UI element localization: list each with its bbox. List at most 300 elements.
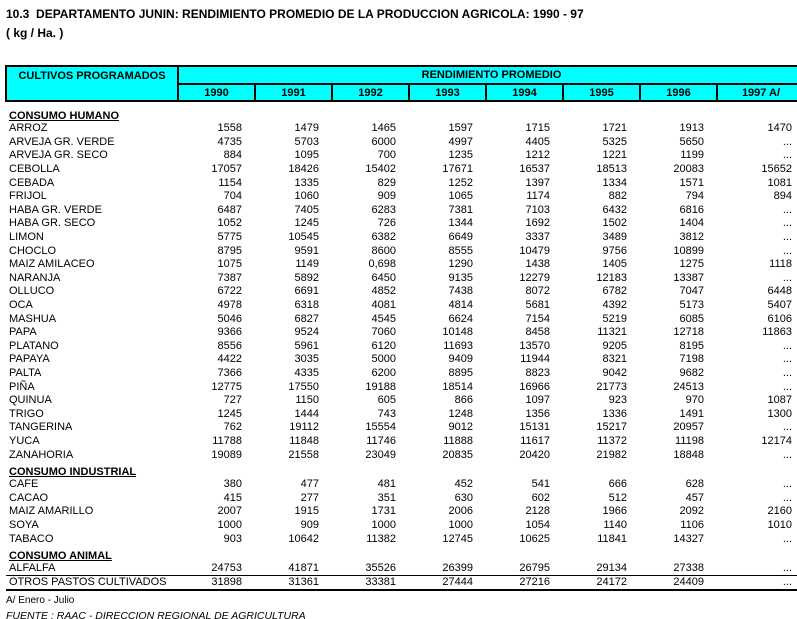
value-cell: 12745 — [442, 532, 473, 545]
value-cell: 829 — [377, 176, 396, 189]
value-cell: 2006 — [448, 505, 473, 518]
value-cell: 1275 — [679, 258, 704, 271]
table-row — [6, 190, 797, 204]
value-cell: 1405 — [602, 258, 627, 271]
value-cell: 2007 — [217, 505, 242, 518]
value-cell: ... — [782, 478, 793, 491]
crop-name: HABA GR. VERDE — [9, 203, 102, 216]
year-header-1994: 1994 — [486, 84, 563, 101]
value-cell: 1470 — [767, 122, 793, 135]
crop-name: ARROZ — [9, 122, 48, 135]
value-cell: 8072 — [525, 285, 550, 298]
value-cell: 8895 — [448, 366, 473, 379]
value-cell: 4335 — [294, 366, 319, 379]
value-cell: 5046 — [217, 312, 242, 325]
table-row — [6, 299, 797, 313]
crop-name: TANGERINA — [9, 421, 73, 434]
value-cell: 31361 — [255, 575, 332, 590]
table-header — [6, 66, 797, 101]
value-cell: 1140 — [603, 518, 627, 531]
value-cell: 5173 — [679, 299, 704, 312]
crop-name: TRIGO — [9, 407, 44, 420]
value-cell: 9366 — [217, 326, 242, 339]
value-cell: 6782 — [602, 285, 627, 298]
value-cell: 16966 — [519, 380, 550, 393]
value-cell: 1731 — [371, 505, 396, 518]
value-cell: ... — [782, 244, 793, 257]
value-cell: 9682 — [679, 366, 704, 379]
value-cell: ... — [782, 231, 793, 244]
value-cell: 18513 — [596, 163, 627, 176]
crop-name: PALTA — [9, 366, 42, 379]
value-cell: 9012 — [448, 421, 473, 434]
value-cell: ... — [782, 532, 793, 545]
yield-table — [5, 65, 797, 591]
value-cell: 8458 — [525, 326, 550, 339]
value-cell: 277 — [300, 491, 319, 504]
value-cell: 1334 — [602, 176, 627, 189]
value-cell: 541 — [531, 478, 550, 491]
page-title: 10.3 DEPARTAMENTO JUNIN: RENDIMIENTO PROMEDIO DE LA PRODUCCION AGRICOLA: 1990 - 97 — [6, 7, 584, 21]
value-cell: 10148 — [442, 326, 473, 339]
value-cell: 6200 — [371, 366, 396, 379]
value-cell: 6432 — [602, 203, 627, 216]
value-cell: ... — [782, 366, 793, 379]
value-cell: 6624 — [448, 312, 473, 325]
year-header-1995: 1995 — [563, 84, 640, 101]
value-cell: 13570 — [519, 339, 550, 352]
crop-name: OCA — [9, 299, 33, 312]
value-cell: 1081 — [767, 176, 793, 189]
value-cell: 1336 — [602, 407, 627, 420]
header-row-group — [6, 66, 797, 84]
value-cell: 7405 — [294, 203, 319, 216]
value-cell: ... — [782, 339, 793, 352]
value-cell: 24513 — [673, 380, 704, 393]
value-cell: 9591 — [294, 244, 319, 257]
value-cell: 6448 — [767, 285, 793, 298]
table-row — [6, 204, 797, 218]
value-cell: 1597 — [448, 122, 473, 135]
table-row — [6, 478, 797, 492]
value-cell: 5000 — [371, 353, 396, 366]
value-cell: 21773 — [596, 380, 627, 393]
value-cell: 17671 — [442, 163, 473, 176]
table-row — [6, 394, 797, 408]
value-cell: 21982 — [596, 448, 627, 461]
value-cell: 909 — [300, 518, 319, 531]
value-cell: 1344 — [448, 217, 473, 230]
value-cell: 5681 — [525, 299, 550, 312]
value-cell: 4814 — [448, 299, 473, 312]
crop-name: ARVEJA GR. VERDE — [9, 135, 115, 148]
value-cell: 1404 — [679, 217, 704, 230]
table-row — [6, 353, 797, 367]
value-cell: 11863 — [762, 326, 793, 339]
section-row — [6, 462, 797, 478]
value-cell: 6318 — [294, 299, 319, 312]
value-cell: 4997 — [448, 135, 473, 148]
value-cell: 6000 — [371, 135, 396, 148]
section-title: CONSUMO INDUSTRIAL — [9, 465, 137, 478]
value-cell: 11888 — [443, 434, 473, 447]
value-cell: 351 — [377, 491, 396, 504]
value-cell: 923 — [608, 394, 627, 407]
value-cell: 6649 — [448, 231, 473, 244]
value-cell: 1054 — [525, 518, 550, 531]
value-cell: 24753 — [211, 561, 242, 574]
value-cell: 1491 — [679, 407, 704, 420]
value-cell: 9524 — [294, 326, 319, 339]
value-cell: 19112 — [289, 421, 319, 434]
value-cell: 7060 — [371, 326, 396, 339]
value-cell: 11382 — [366, 532, 396, 545]
value-cell: 2128 — [525, 505, 550, 518]
crop-name: MAIZ AMARILLO — [9, 505, 94, 518]
value-cell: 1154 — [218, 176, 242, 189]
value-cell: 5325 — [602, 135, 627, 148]
value-cell: 4978 — [217, 299, 242, 312]
value-cell: 17057 — [211, 163, 242, 176]
value-cell: 11321 — [597, 326, 627, 339]
table-row — [6, 340, 797, 354]
value-cell: 35526 — [365, 561, 396, 574]
value-cell: 4392 — [602, 299, 627, 312]
value-cell: 5650 — [679, 135, 704, 148]
value-cell: 743 — [377, 407, 396, 420]
table-row — [6, 312, 797, 326]
value-cell: 24409 — [640, 575, 717, 590]
value-cell: 12279 — [519, 271, 550, 284]
value-cell: 5703 — [294, 135, 319, 148]
value-cell: 19089 — [211, 448, 242, 461]
value-cell: 4081 — [371, 299, 396, 312]
value-cell: 477 — [300, 478, 319, 491]
value-cell: 1174 — [526, 190, 550, 203]
value-cell: 726 — [377, 217, 396, 230]
table-row — [6, 421, 797, 435]
crop-name: FRIJOL — [9, 190, 47, 203]
value-cell: 1149 — [295, 258, 319, 271]
value-cell: 1438 — [525, 258, 550, 271]
value-cell: 1571 — [679, 176, 704, 189]
crop-name: CEBOLLA — [9, 163, 60, 176]
value-cell: 628 — [685, 478, 704, 491]
value-cell: 9135 — [448, 271, 473, 284]
value-cell: 4735 — [217, 135, 242, 148]
value-cell: ... — [782, 149, 793, 162]
table-row — [6, 367, 797, 381]
value-cell: 1000 — [448, 518, 473, 531]
year-header-1996: 1996 — [640, 84, 717, 101]
value-cell: 452 — [454, 478, 473, 491]
col-header-rendimiento: RENDIMIENTO PROMEDIO — [178, 66, 797, 84]
value-cell: 6283 — [371, 203, 396, 216]
value-cell: 1097 — [525, 394, 550, 407]
value-cell: 11746 — [366, 434, 396, 447]
crop-name: CEBADA — [9, 176, 55, 189]
table-row — [6, 575, 797, 590]
table-row — [6, 435, 797, 449]
section-row — [6, 101, 797, 122]
crop-name: YUCA — [9, 434, 40, 447]
value-cell: 10899 — [673, 244, 704, 257]
value-cell: 26399 — [442, 561, 473, 574]
value-cell: 8823 — [525, 366, 550, 379]
crop-name: OLLUCO — [9, 285, 55, 298]
crop-name: ALFALFA — [9, 561, 56, 574]
value-cell: 1335 — [294, 176, 319, 189]
value-cell: 20420 — [519, 448, 550, 461]
value-cell: ... — [782, 561, 793, 574]
value-cell: ... — [782, 448, 793, 461]
value-cell: 1721 — [602, 122, 627, 135]
value-cell: 8600 — [371, 244, 396, 257]
value-cell: 1150 — [295, 394, 319, 407]
table-row — [6, 258, 797, 272]
value-cell: 1060 — [294, 190, 319, 203]
value-cell: 1052 — [217, 217, 242, 230]
value-cell: 666 — [608, 478, 627, 491]
value-cell: 8795 — [217, 244, 242, 257]
table-row — [6, 326, 797, 340]
table-row — [6, 231, 797, 245]
year-header-1990: 1990 — [178, 84, 255, 101]
value-cell: 794 — [685, 190, 704, 203]
value-cell: 1221 — [602, 149, 627, 162]
value-cell: 10479 — [519, 244, 550, 257]
value-cell: 10545 — [288, 231, 319, 244]
year-header-1991: 1991 — [255, 84, 332, 101]
value-cell: 27338 — [673, 561, 704, 574]
value-cell: 884 — [223, 149, 242, 162]
value-cell: 0,698 — [368, 258, 396, 271]
table-row — [6, 491, 797, 505]
value-cell: 1300 — [767, 407, 793, 420]
value-cell: 882 — [608, 190, 627, 203]
table-row — [6, 407, 797, 421]
value-cell: 380 — [223, 478, 242, 491]
value-cell: 1915 — [294, 505, 319, 518]
value-cell: 11841 — [597, 532, 627, 545]
table-row — [6, 285, 797, 299]
value-cell: 1558 — [217, 122, 242, 135]
value-cell: ... — [782, 271, 793, 284]
value-cell: 2092 — [679, 505, 704, 518]
value-cell: 10625 — [519, 532, 550, 545]
crop-name: PAPA — [9, 326, 37, 339]
value-cell: 20835 — [442, 448, 473, 461]
value-cell: 41871 — [288, 561, 319, 574]
year-header-1992: 1992 — [332, 84, 409, 101]
value-cell: 1212 — [525, 149, 550, 162]
crop-name: PLATANO — [9, 339, 59, 352]
value-cell: 18426 — [288, 163, 319, 176]
value-cell: 27444 — [409, 575, 486, 590]
value-cell: 1252 — [448, 176, 473, 189]
value-cell: 512 — [608, 491, 627, 504]
value-cell: 457 — [685, 491, 704, 504]
value-cell: 3337 — [525, 231, 550, 244]
value-cell: ... — [782, 380, 793, 393]
crop-name: OTROS PASTOS CULTIVADOS — [6, 575, 178, 590]
value-cell: 727 — [223, 394, 242, 407]
value-cell: 11617 — [520, 434, 550, 447]
value-cell: 27216 — [486, 575, 563, 590]
value-cell: 1199 — [680, 149, 704, 162]
table-row — [6, 122, 797, 136]
value-cell: 894 — [773, 190, 793, 203]
units-label: ( kg / Ha. ) — [6, 26, 64, 40]
value-cell: 481 — [377, 478, 396, 491]
value-cell: 11372 — [597, 434, 627, 447]
value-cell: 1715 — [525, 122, 550, 135]
value-cell: 1356 — [525, 407, 550, 420]
value-cell: 5892 — [294, 271, 319, 284]
value-cell: 1010 — [767, 518, 793, 531]
value-cell: 1245 — [294, 217, 319, 230]
value-cell: 6827 — [294, 312, 319, 325]
value-cell: 29134 — [596, 561, 627, 574]
value-cell: 9409 — [448, 353, 473, 366]
value-cell: ... — [782, 203, 793, 216]
value-cell: 14327 — [673, 532, 704, 545]
value-cell: 8555 — [448, 244, 473, 257]
value-cell: 1118 — [769, 258, 793, 271]
value-cell: 6722 — [217, 285, 242, 298]
value-cell: ... — [782, 421, 793, 434]
value-cell: 7103 — [525, 203, 550, 216]
value-cell: 1000 — [371, 518, 396, 531]
value-cell: 1966 — [602, 505, 627, 518]
value-cell: 12174 — [761, 434, 793, 447]
value-cell: 1479 — [294, 122, 319, 135]
value-cell: 6691 — [294, 285, 319, 298]
value-cell: ... — [782, 353, 793, 366]
value-cell: 15131 — [519, 421, 550, 434]
value-cell: 8195 — [679, 339, 704, 352]
crop-name: LIMON — [9, 231, 44, 244]
value-cell: 7154 — [525, 312, 550, 325]
value-cell: 1095 — [294, 149, 319, 162]
value-cell: 4422 — [217, 353, 242, 366]
value-cell: 1065 — [448, 190, 473, 203]
value-cell: 12718 — [673, 326, 704, 339]
value-cell: 7366 — [217, 366, 242, 379]
value-cell: 7047 — [679, 285, 704, 298]
value-cell: 19188 — [365, 380, 396, 393]
value-cell: 6382 — [371, 231, 396, 244]
value-cell: ... — [782, 217, 793, 230]
value-cell: 15217 — [596, 421, 627, 434]
value-cell: 630 — [454, 491, 473, 504]
crop-name: MASHUA — [9, 312, 57, 325]
table-row — [6, 176, 797, 190]
table-row — [6, 380, 797, 394]
value-cell: 9042 — [602, 366, 627, 379]
value-cell: 1397 — [525, 176, 550, 189]
value-cell: 31898 — [178, 575, 255, 590]
value-cell: 11788 — [212, 434, 242, 447]
crop-name: QUINUA — [9, 394, 52, 407]
value-cell: 605 — [377, 394, 396, 407]
value-cell: 17550 — [288, 380, 319, 393]
crop-name: HABA GR. SECO — [9, 217, 96, 230]
value-cell: 704 — [223, 190, 242, 203]
value-cell: 11693 — [443, 339, 473, 352]
value-cell: 1502 — [602, 217, 627, 230]
table-row — [6, 532, 797, 546]
table-row — [6, 505, 797, 519]
table-row — [6, 562, 797, 576]
value-cell: 10642 — [288, 532, 319, 545]
value-cell: 970 — [685, 394, 704, 407]
value-cell: 6106 — [767, 312, 793, 325]
value-cell: 1248 — [448, 407, 473, 420]
value-cell: 3489 — [602, 231, 627, 244]
value-cell: 5407 — [767, 299, 793, 312]
value-cell: 5961 — [294, 339, 319, 352]
crop-name: MAIZ AMILACEO — [9, 258, 95, 271]
value-cell: 7381 — [448, 203, 473, 216]
value-cell: 6487 — [217, 203, 242, 216]
table-row — [6, 448, 797, 462]
crop-name: PAPAYA — [9, 353, 50, 366]
value-cell: 9205 — [602, 339, 627, 352]
table-row — [6, 149, 797, 163]
table-row — [6, 136, 797, 150]
value-cell: 5219 — [602, 312, 627, 325]
value-cell: 11198 — [675, 434, 704, 447]
value-cell: 1000 — [217, 518, 242, 531]
value-cell: ... — [782, 491, 793, 504]
value-cell: 602 — [531, 491, 550, 504]
year-header-1993: 1993 — [409, 84, 486, 101]
value-cell: 762 — [223, 421, 242, 434]
year-header-1997: 1997 A/ — [717, 84, 797, 101]
value-cell: 1075 — [217, 258, 242, 271]
col-header-cultivos: CULTIVOS PROGRAMADOS — [6, 66, 178, 101]
value-cell: 33381 — [332, 575, 409, 590]
value-cell: 8321 — [602, 353, 627, 366]
value-cell: 5775 — [217, 231, 242, 244]
value-cell: 18848 — [673, 448, 704, 461]
section-title: CONSUMO HUMANO — [9, 110, 119, 122]
value-cell: 6085 — [679, 312, 704, 325]
crop-name: ZANAHORIA — [9, 448, 74, 461]
value-cell: 903 — [223, 532, 242, 545]
value-cell: 8556 — [217, 339, 242, 352]
value-cell: 1106 — [680, 518, 704, 531]
value-cell: 1087 — [767, 394, 793, 407]
crop-name: CAFE — [9, 478, 39, 491]
value-cell: 11848 — [289, 434, 319, 447]
crop-name: NARANJA — [9, 271, 61, 284]
value-cell: 1913 — [679, 122, 704, 135]
value-cell: 15402 — [365, 163, 396, 176]
value-cell: ... — [782, 135, 793, 148]
crop-name: CHOCLO — [9, 244, 57, 257]
value-cell: 6120 — [371, 339, 396, 352]
value-cell: 11944 — [520, 353, 550, 366]
value-cell: 13387 — [673, 271, 704, 284]
value-cell: 26795 — [519, 561, 550, 574]
value-cell: 2160 — [767, 505, 793, 518]
value-cell: 1235 — [448, 149, 473, 162]
table-row — [6, 163, 797, 177]
value-cell: 1245 — [217, 407, 242, 420]
value-cell: 3035 — [294, 353, 319, 366]
